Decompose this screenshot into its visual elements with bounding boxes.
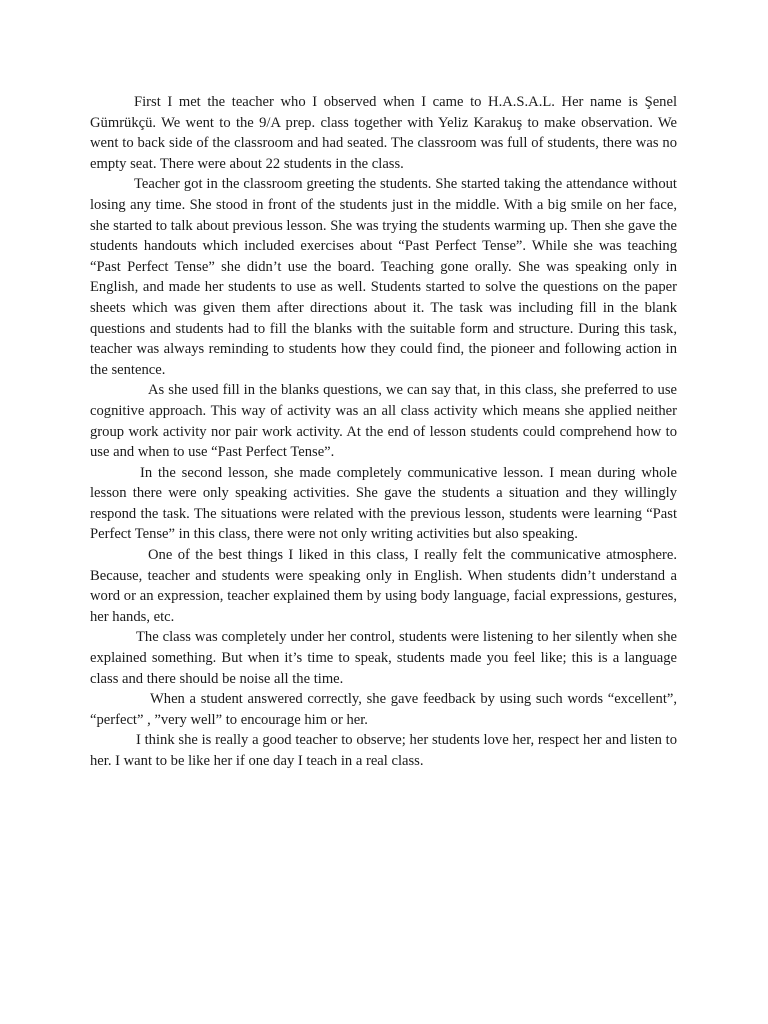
paragraph-8: I think she is really a good teacher to observe; her students love her, respect her and listen to her. I want to be like her if one day I teach in a real class. [90,732,677,769]
document-page [90,92,677,772]
paragraph-5: One of the best things I liked in this class, I really felt the communicative atmosphere. Because, teacher and students were speaking only in English. When students didn’t understand a word or an expression, teacher explained them by using body language, facial expressions, gestures, her hands, etc. [90,547,677,625]
paragraph-3: As she used fill in the blanks questions, we can say that, in this class, she preferred to use cognitive approach. This way of activity was an all class activity which means she applied neither group work activity nor pair work activity. At the end of lesson students could comprehend how to use and when to use “Past Perfect Tense”. [90,382,677,461]
paragraph-2: Teacher got in the classroom greeting the students. She started taking the attendance without losing any time. She stood in front of the students just in the middle. With a big smile on her face, she started to talk about previous lesson. She was trying the students warming up. Then she gave the students handouts which included exercises about “Past Perfect Tense”. While she was teaching “Past Perfect Tense” she didn’t use the board. Teaching gone orally. She was speaking only in English, and made her students to use as well. Students started to solve the questions on the paper sheets which was given them after directions about it. The task was including fill in the blank questions and students had to fill the blanks with the suitable form and structure. During this task, teacher was always reminding to students how they could find, the pioneer and following action in the sentence. [90,176,677,378]
paragraph-6: The class was completely under her control, students were listening to her silently when she explained something. But when it’s time to speak, students made you feel like; this is a language class and there should be noise all the time. [90,629,677,687]
paragraph-4: In the second lesson, she made completely communicative lesson. I mean during whole lesson there were only speaking activities. She gave the students a situation and they willingly respond the task. The situations were related with the previous lesson, students were learning “Past Perfect Tense” in this class, there were not only writing activities but also speaking. [90,464,677,543]
paragraph-7: When a student answered correctly, she gave feedback by using such words “excellent”, “perfect” , ”very well” to encourage him or her. [90,691,677,728]
paragraph-1: First I met the teacher who I observed when I came to H.A.S.A.L. Her name is Şenel Gümrükçü. We went to the 9/A prep. class together with Yeliz Karakuş to make observation. We went to back side of the classroom and had seated. The classroom was full of students, there was no empty seat. There were about 22 students in the class. [90,94,677,172]
